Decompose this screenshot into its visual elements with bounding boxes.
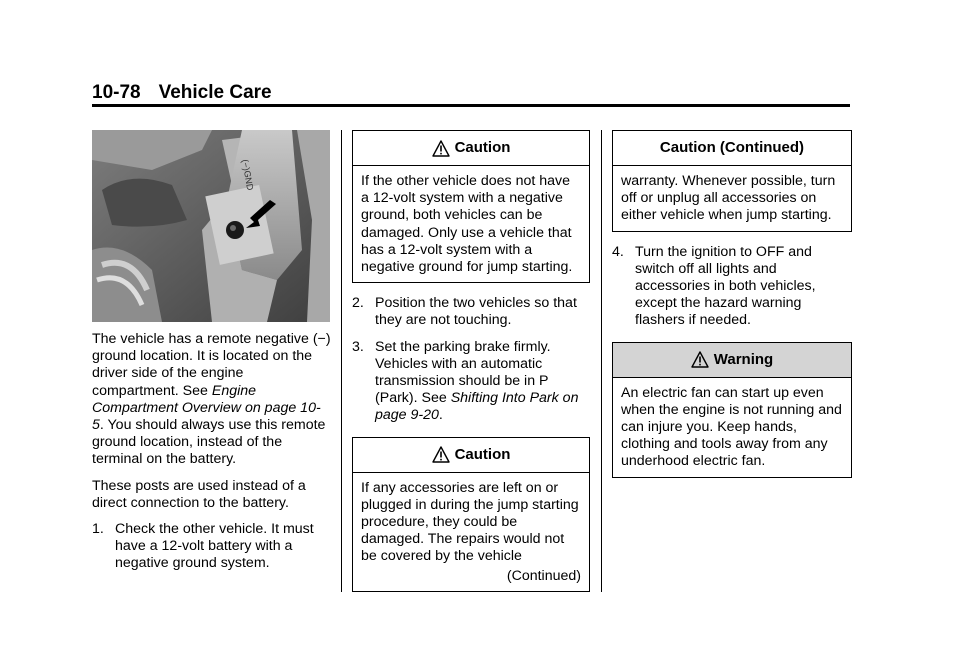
- column-3: [612, 130, 852, 490]
- caution-box: [352, 130, 590, 283]
- step-3: 3. Set the parking brake firmly. Vehicles with an automatic transmission should be in P (Park). See Shifting Into Park on page 9-20.: [352, 338, 579, 424]
- step-text: Check the other vehicle. It must have a 12-volt battery with a negative ground system.: [115, 521, 314, 572]
- column-1: [92, 130, 332, 585]
- step-2: [352, 295, 590, 329]
- caution-title: Caution: [454, 446, 511, 464]
- section-title: Vehicle Care: [158, 82, 272, 103]
- steps-list: [92, 521, 332, 573]
- caution-text: If any accessories are left on or plugged in during the jump starting procedure, they could be damaged. The repairs would not be covered by the vehicle: [361, 479, 579, 565]
- step-text: Turn the ignition to OFF and switch off all lights and accessories in both vehicles, except the hazard warning flashers if needed.: [635, 243, 816, 329]
- step-number: 4.: [612, 243, 624, 260]
- posts-paragraph: These posts are used instead of a direct connection to the battery.: [92, 477, 306, 511]
- caution-continued-body: warranty. Whenever possible, turn off or unplug all accessories on either vehicle when jump starting.: [621, 173, 836, 224]
- step-text: Set the parking brake firmly. Vehicles with an automatic transmission should be in P (Park). See: [375, 338, 551, 407]
- step-text: Position the two vehicles so that they are not touching.: [375, 295, 577, 329]
- caution-triangle-icon: [432, 446, 450, 463]
- continued-label: (Continued): [506, 567, 581, 584]
- caution-continued-box: [612, 130, 852, 232]
- caution-header: [353, 438, 589, 473]
- caution-continued-header: [613, 131, 851, 166]
- caution-continued-title: Caution (Continued): [659, 139, 805, 157]
- column-divider: [341, 130, 342, 592]
- warning-body: An electric fan can start up even when the engine is not running and can injure you. Keep hands, clothing and tools away from any underhood electric fan.: [621, 384, 842, 470]
- page-header: [92, 80, 850, 106]
- column-2: [352, 130, 590, 604]
- warning-title: Warning: [713, 351, 774, 369]
- warning-header: [613, 343, 851, 378]
- warning-box: [612, 342, 852, 478]
- step-4: [612, 244, 852, 330]
- warning-triangle-icon: [691, 351, 709, 368]
- caution-box: [352, 437, 590, 592]
- step-number: 2.: [352, 295, 364, 312]
- engine-compartment-link[interactable]: Engine Compartment Overview on page 10-5: [92, 382, 321, 434]
- ground-location-figure: [92, 130, 330, 322]
- ground-location-paragraph: The vehicle has a remote negative (−) ground location. It is located on the driver side of the engine compartment. See Engine Compartment Overview on page 10-5. You should always use this remote ground location, instead of the terminal on the battery.: [92, 331, 331, 468]
- step-1: [92, 521, 332, 573]
- caution-body: [353, 473, 589, 591]
- caution-title: Caution: [454, 139, 511, 157]
- step-number: 3.: [352, 338, 364, 355]
- caution-header: [353, 131, 589, 166]
- page-number: 10-78: [92, 82, 141, 103]
- engine-compartment-illustration: [92, 130, 330, 322]
- shifting-into-park-link[interactable]: Shifting Into Park on page 9-20: [375, 390, 579, 424]
- svg-text:(−)GND: (−)GND: [240, 158, 256, 192]
- caution-triangle-icon: [432, 140, 450, 157]
- steps-list: [612, 244, 852, 330]
- steps-list: [352, 295, 590, 424]
- header-rule: [92, 104, 850, 107]
- caution-body: If the other vehicle does not have a 12-volt system with a negative ground, both vehicles can be damaged. Only use a vehicle that has a 12-volt system with a negative ground for jump starting.: [361, 173, 573, 276]
- step-number: 1.: [92, 521, 104, 538]
- header-text: [92, 80, 850, 106]
- column-divider: [601, 130, 602, 592]
